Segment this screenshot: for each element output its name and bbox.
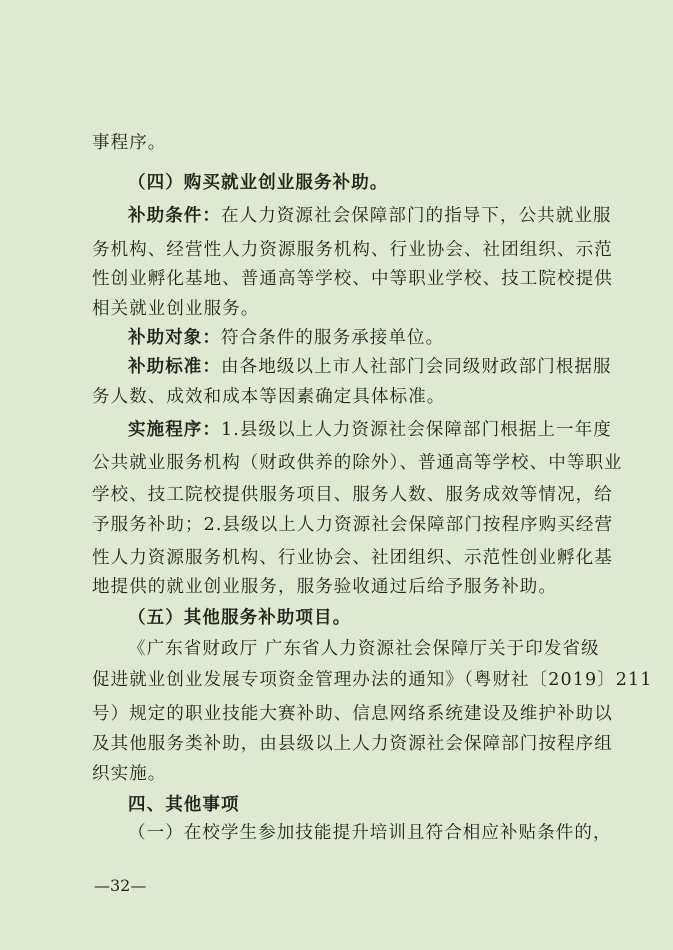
paragraph-line — [128, 356, 612, 378]
paragraph-line: 性创业孵化基地、普通高等学校、中等职业学校、技工院校提供 — [92, 269, 613, 289]
paragraph-line: 公共就业服务机构（财政供养的除外）、普通高等学校、中等职业 — [92, 453, 623, 473]
term-label: 补助条件： — [128, 206, 221, 226]
paragraph-line: （一）在校学生参加技能提升培训且符合相应补贴条件的， — [128, 823, 612, 843]
term-text: 由各地级以上市人社部门会同级财政部门根据服 — [221, 357, 612, 377]
paragraph-line: 务机构、经营性人力资源服务机构、行业协会、社团组织、示范 — [92, 240, 613, 260]
term-label: 补助标准： — [128, 357, 221, 377]
paragraph-line: 务人数、成效和成本等因素确定具体标准。 — [92, 387, 446, 407]
paragraph-line: 事程序。 — [92, 133, 167, 153]
section-heading: （五）其他服务补助项目。 — [128, 608, 352, 628]
term-text: 在人力资源社会保障部门的指导下，公共就业服 — [221, 206, 612, 226]
section-heading: （四）购买就业创业服务补助。 — [128, 173, 389, 193]
paragraph-line: 地提供的就业创业服务，服务验收通过后给予服务补助。 — [92, 577, 557, 597]
paragraph-line: 促进就业创业发展专项资金管理办法的通知》（粤财社〔2019〕211 — [92, 670, 653, 690]
paragraph-line: 学校、技工院校提供服务项目、服务人数、服务成效等情况，给 — [92, 485, 613, 505]
page-number: —32— — [94, 876, 147, 895]
section-heading: 四、其他事项 — [128, 795, 240, 815]
term-text: 符合条件的服务承接单位。 — [221, 328, 445, 348]
paragraph-line: 相关就业创业服务。 — [92, 299, 260, 319]
paragraph-line: 《广东省财政厅 广东省人力资源社会保障厅关于印发省级 — [128, 639, 600, 659]
paragraph-line: 及其他服务类补助，由县级以上人力资源社会保障部门按程序组 — [92, 734, 613, 754]
paragraph-line — [128, 419, 612, 441]
paragraph-line: 织实施。 — [92, 764, 167, 784]
paragraph-line — [128, 205, 612, 227]
paragraph-line: 号）规定的职业技能大赛补助、信息网络系统建设及维护补助以 — [92, 704, 613, 724]
term-text: 1.县级以上人力资源社会保障部门根据上一年度 — [221, 420, 612, 440]
paragraph-line — [128, 327, 592, 349]
term-label: 实施程序： — [128, 420, 221, 440]
term-label: 补助对象： — [128, 328, 221, 348]
paragraph-line: 予服务补助；2.县级以上人力资源社会保障部门按程序购买经营 — [92, 515, 614, 535]
paragraph-line: 性人力资源服务机构、行业协会、社团组织、示范性创业孵化基 — [92, 548, 613, 568]
